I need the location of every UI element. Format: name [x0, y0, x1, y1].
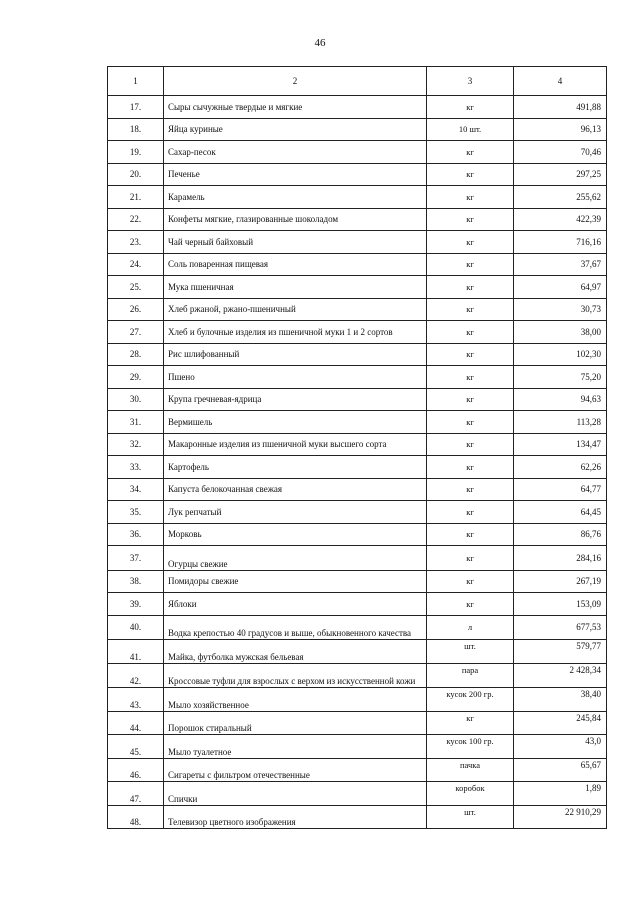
item-price: 64,77 — [514, 478, 607, 501]
row-number: 45. — [108, 735, 164, 759]
item-unit: кг — [427, 186, 514, 209]
table-row — [108, 782, 607, 806]
item-price: 2 428,34 — [514, 663, 607, 688]
item-unit: кг — [427, 523, 514, 546]
row-number: 21. — [108, 186, 164, 209]
item-unit: кг — [427, 411, 514, 434]
table-row — [108, 388, 607, 411]
item-unit: кг — [427, 253, 514, 276]
item-unit: кг — [427, 478, 514, 501]
row-number: 42. — [108, 663, 164, 688]
table-row — [108, 321, 607, 344]
item-name: Лук репчатый — [164, 501, 427, 524]
row-number: 25. — [108, 276, 164, 299]
item-price: 38,00 — [514, 321, 607, 344]
item-unit: кг — [427, 343, 514, 366]
row-number: 47. — [108, 782, 164, 806]
item-name: Мука пшеничная — [164, 276, 427, 299]
row-number: 41. — [108, 640, 164, 664]
item-name: Мыло хозяйственное — [164, 688, 427, 712]
item-price: 153,09 — [514, 593, 607, 616]
header-col-3: 3 — [427, 67, 514, 96]
item-unit: кг — [427, 96, 514, 119]
item-name: Карамель — [164, 186, 427, 209]
item-unit: кг — [427, 433, 514, 456]
item-name: Соль поваренная пищевая — [164, 253, 427, 276]
page-number: 46 — [314, 37, 326, 49]
table-row — [108, 640, 607, 664]
table-row — [108, 523, 607, 546]
table-row — [108, 433, 607, 456]
item-price: 491,88 — [514, 96, 607, 119]
table-row — [108, 253, 607, 276]
row-number: 23. — [108, 231, 164, 254]
table-row — [108, 478, 607, 501]
item-unit: кг — [427, 366, 514, 389]
item-unit: кг — [427, 321, 514, 344]
item-price: 297,25 — [514, 163, 607, 186]
item-name: Кроссовые туфли для взрослых с верхом из искусственной кожи — [164, 663, 427, 688]
item-name: Хлеб ржаной, ржано-пшеничный — [164, 298, 427, 321]
row-number: 48. — [108, 805, 164, 829]
item-unit: кусок 200 гр. — [427, 688, 514, 712]
row-number: 27. — [108, 321, 164, 344]
item-unit: коробок — [427, 782, 514, 806]
table-row — [108, 208, 607, 231]
item-unit: шт. — [427, 640, 514, 664]
table-row — [108, 118, 607, 141]
row-number: 30. — [108, 388, 164, 411]
table-row — [108, 593, 607, 616]
table-row — [108, 546, 607, 571]
table-row — [108, 663, 607, 688]
item-price: 75,20 — [514, 366, 607, 389]
item-price: 64,45 — [514, 501, 607, 524]
item-price: 245,84 — [514, 711, 607, 735]
item-name: Яйца куриные — [164, 118, 427, 141]
item-name: Морковь — [164, 523, 427, 546]
table-row — [108, 141, 607, 164]
item-price: 22 910,29 — [514, 805, 607, 829]
item-price: 64,97 — [514, 276, 607, 299]
item-price: 267,19 — [514, 570, 607, 593]
item-name: Порошок стиральный — [164, 711, 427, 735]
item-price: 579,77 — [514, 640, 607, 664]
item-price: 43,0 — [514, 735, 607, 759]
item-name: Мыло туалетное — [164, 735, 427, 759]
row-number: 28. — [108, 343, 164, 366]
row-number: 40. — [108, 615, 164, 640]
item-unit: кг — [427, 593, 514, 616]
row-number: 37. — [108, 546, 164, 571]
row-number: 29. — [108, 366, 164, 389]
item-name: Сахар-песок — [164, 141, 427, 164]
item-unit: кг — [427, 276, 514, 299]
table-row — [108, 163, 607, 186]
table-row — [108, 276, 607, 299]
row-number: 43. — [108, 688, 164, 712]
item-name: Макаронные изделия из пшеничной муки высшего сорта — [164, 433, 427, 456]
item-name: Телевизор цветного изображения — [164, 805, 427, 829]
item-price: 38,40 — [514, 688, 607, 712]
item-price: 37,67 — [514, 253, 607, 276]
header-col-2: 2 — [164, 67, 427, 96]
row-number: 46. — [108, 758, 164, 782]
item-price: 255,62 — [514, 186, 607, 209]
table-row — [108, 688, 607, 712]
row-number: 22. — [108, 208, 164, 231]
item-unit: 10 шт. — [427, 118, 514, 141]
row-number: 31. — [108, 411, 164, 434]
table-row — [108, 366, 607, 389]
row-number: 36. — [108, 523, 164, 546]
item-name: Сигареты с фильтром отечественные — [164, 758, 427, 782]
item-price: 1,89 — [514, 782, 607, 806]
item-unit: кг — [427, 231, 514, 254]
row-number: 24. — [108, 253, 164, 276]
table-row — [108, 456, 607, 479]
item-price: 102,30 — [514, 343, 607, 366]
item-price: 677,53 — [514, 615, 607, 640]
item-price: 96,13 — [514, 118, 607, 141]
item-name: Сыры сычужные твердые и мягкие — [164, 96, 427, 119]
item-unit: кг — [427, 298, 514, 321]
item-unit: кг — [427, 711, 514, 735]
item-name: Картофель — [164, 456, 427, 479]
table-row — [108, 501, 607, 524]
item-name: Капуста белокочанная свежая — [164, 478, 427, 501]
table-row — [108, 711, 607, 735]
table-row — [108, 186, 607, 209]
item-price: 30,73 — [514, 298, 607, 321]
item-name: Яблоки — [164, 593, 427, 616]
item-name: Водка крепостью 40 градусов и выше, обыкновенного качества — [164, 615, 427, 640]
item-name: Огурцы свежие — [164, 546, 427, 571]
item-name: Спички — [164, 782, 427, 806]
item-price: 94,63 — [514, 388, 607, 411]
item-unit: кг — [427, 208, 514, 231]
item-unit: пачка — [427, 758, 514, 782]
table-row — [108, 96, 607, 119]
table-row — [108, 615, 607, 640]
row-number: 18. — [108, 118, 164, 141]
price-table — [107, 66, 607, 829]
row-number: 38. — [108, 570, 164, 593]
item-price: 134,47 — [514, 433, 607, 456]
item-price: 716,16 — [514, 231, 607, 254]
table-row — [108, 411, 607, 434]
row-number: 17. — [108, 96, 164, 119]
item-name: Вермишель — [164, 411, 427, 434]
item-price: 86,76 — [514, 523, 607, 546]
item-unit: кг — [427, 501, 514, 524]
item-name: Хлеб и булочные изделия из пшеничной муки 1 и 2 сортов — [164, 321, 427, 344]
table-row — [108, 231, 607, 254]
item-unit: л — [427, 615, 514, 640]
header-col-4: 4 — [514, 67, 607, 96]
item-unit: кг — [427, 141, 514, 164]
table-row — [108, 343, 607, 366]
item-unit: кг — [427, 570, 514, 593]
header-col-1: 1 — [108, 67, 164, 96]
table-row — [108, 735, 607, 759]
item-unit: кусок 100 гр. — [427, 735, 514, 759]
item-name: Рис шлифованный — [164, 343, 427, 366]
row-number: 34. — [108, 478, 164, 501]
item-price: 113,28 — [514, 411, 607, 434]
item-unit: кг — [427, 456, 514, 479]
item-unit: кг — [427, 388, 514, 411]
row-number: 44. — [108, 711, 164, 735]
item-price: 70,46 — [514, 141, 607, 164]
item-name: Крупа гречневая-ядрица — [164, 388, 427, 411]
item-name: Печенье — [164, 163, 427, 186]
item-name: Чай черный байховый — [164, 231, 427, 254]
item-price: 62,26 — [514, 456, 607, 479]
item-unit: пара — [427, 663, 514, 688]
item-unit: кг — [427, 546, 514, 571]
row-number: 19. — [108, 141, 164, 164]
item-unit: кг — [427, 163, 514, 186]
table-row — [108, 298, 607, 321]
item-price: 284,16 — [514, 546, 607, 571]
item-unit: шт. — [427, 805, 514, 829]
table-row — [108, 758, 607, 782]
row-number: 39. — [108, 593, 164, 616]
item-name: Конфеты мягкие, глазированные шоколадом — [164, 208, 427, 231]
table-header-row — [108, 67, 607, 96]
item-price: 65,67 — [514, 758, 607, 782]
item-price: 422,39 — [514, 208, 607, 231]
item-name: Пшено — [164, 366, 427, 389]
table-row — [108, 570, 607, 593]
row-number: 35. — [108, 501, 164, 524]
row-number: 20. — [108, 163, 164, 186]
item-name: Майка, футболка мужская бельевая — [164, 640, 427, 664]
row-number: 33. — [108, 456, 164, 479]
row-number: 26. — [108, 298, 164, 321]
table-row — [108, 805, 607, 829]
item-name: Помидоры свежие — [164, 570, 427, 593]
row-number: 32. — [108, 433, 164, 456]
